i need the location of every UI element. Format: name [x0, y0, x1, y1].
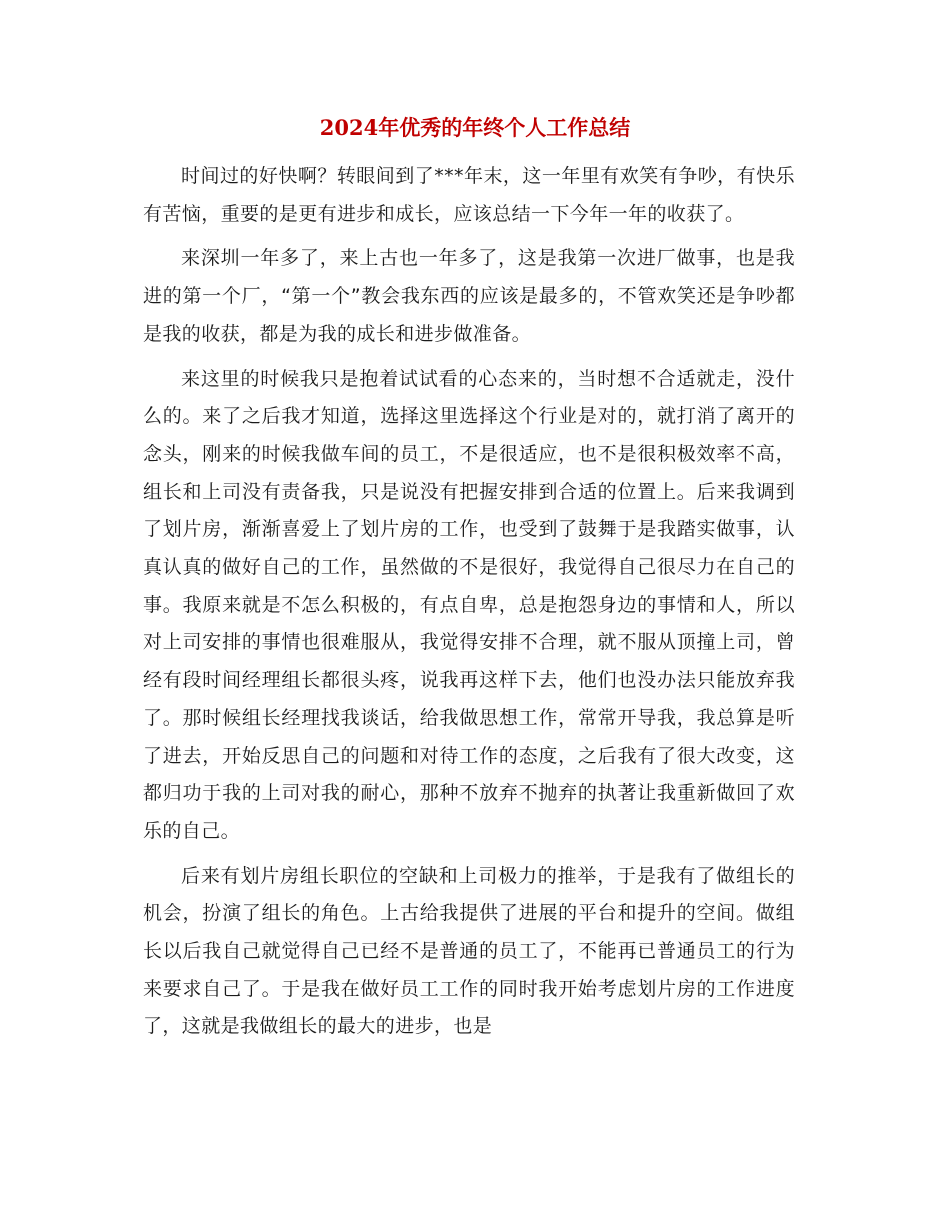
document-title: 2024年优秀的年终个人工作总结	[319, 115, 631, 140]
paragraph-3: 来这里的时候我只是抱着试试看的心态来的，当时想不合适就走，没什么的。来了之后我才知道，选择这里选择这个行业是对的，就打消了离开的念头，刚来的时候我做车间的员工，不是很适应，也不是很积极效率不高，组长和上司没有责备我，只是说没有把握安排到合适的位置上。后来我调到了划片房，渐渐喜爱上了划片房的工作，也受到了鼓舞于是我踏实做事，认真认真的做好自己的工作，虽然做的不是很好，我觉得自己很尽力在自己的事。我原来就是不怎么积极的，有点自卑，总是抱怨身边的事情和人，所以对上司安排的事情也很难服从，我觉得安排不合理，就不服从顶撞上司，曾经有段时间经理组长都很头疼，说我再这样下去，他们也没办法只能放弃我了。那时候组长经理找我谈话，给我做思想工作，常常开导我，我总算是听了进去，开始反思自己的问题和对待工作的态度，之后我有了很大改变，这都归功于我的上司对我的耐心，那种不放弃不抛弃的执著让我重新做回了欢乐的自己。	[143, 367, 795, 842]
paragraph-1: 时间过的好快啊？转眼间到了***年末，这一年里有欢笑有争吵，有快乐有苦恼，重要的是更有进步和成长，应该总结一下今年一年的收获了。	[143, 165, 795, 225]
paragraph-4: 后来有划片房组长职位的空缺和上司极力的推举，于是我有了做组长的机会，扮演了组长的角色。上古给我提供了进展的平台和提升的空间。做组长以后我自己就觉得自己已经不是普通的员工了，不能再已普通员工的行为来要求自己了。于是我在做好员工工作的同时我开始考虑划片房的工作进度了，这就是我做组长的最大的进步，也是	[143, 864, 795, 1038]
document-body	[143, 158, 795, 1053]
paragraph-2: 来深圳一年多了，来上古也一年多了，这是我第一次进厂做事，也是我进的第一个厂，“第一个”教会我东西的应该是最多的，不管欢笑还是争吵都是我的收获，都是为我的成长和进步做准备。	[143, 247, 795, 345]
